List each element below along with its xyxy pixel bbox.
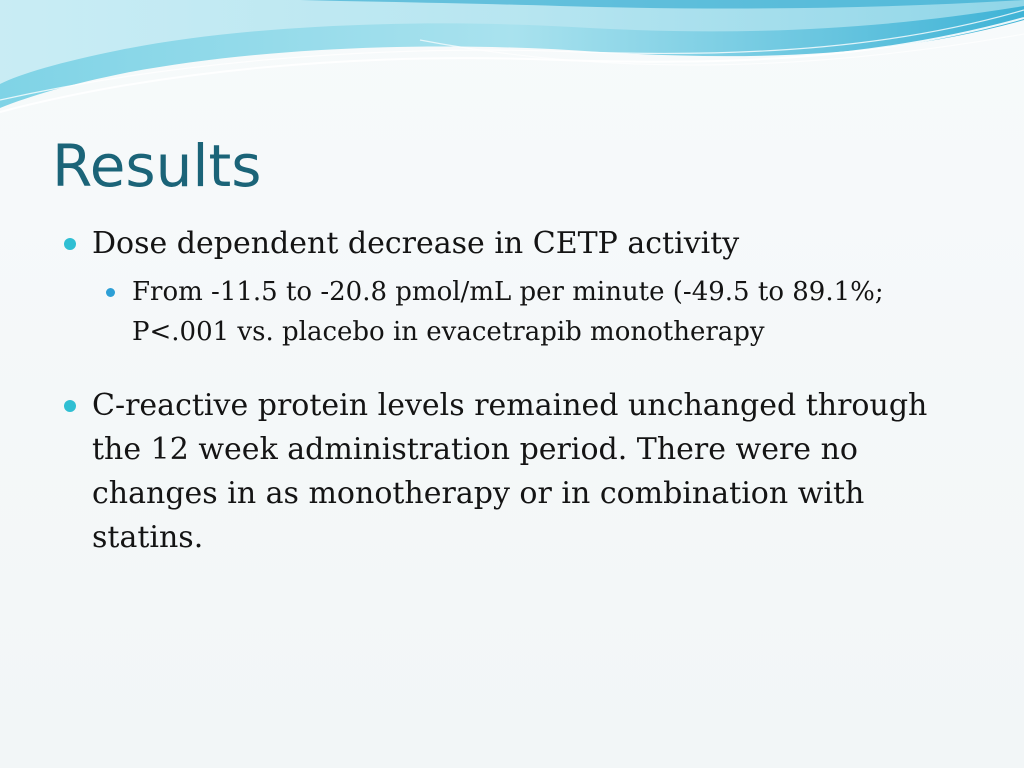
sub-bullet-text: From -11.5 to -20.8 pmol/mL per minute (-49.5 to 89.1%; P<.001 vs. placebo in evacetrapib monotherapy: [132, 277, 884, 347]
bullet-item: [62, 222, 962, 352]
sub-bullet-item: [92, 272, 962, 352]
sub-bullet-list: [92, 272, 962, 352]
bullet-text: Dose dependent decrease in CETP activity: [92, 226, 740, 261]
bullet-list: [62, 222, 962, 560]
header-wave-decoration: [0, 0, 1024, 120]
bullet-dot-icon: [64, 400, 76, 412]
bullet-dot-icon: [64, 238, 76, 250]
slide-title: Results: [52, 132, 262, 200]
bullet-item: [62, 384, 962, 560]
sub-bullet-dot-icon: [106, 288, 115, 297]
bullet-text: C-reactive protein levels remained unchanged through the 12 week administration period. There were no changes in as monotherapy or in combination with statins.: [92, 388, 928, 555]
